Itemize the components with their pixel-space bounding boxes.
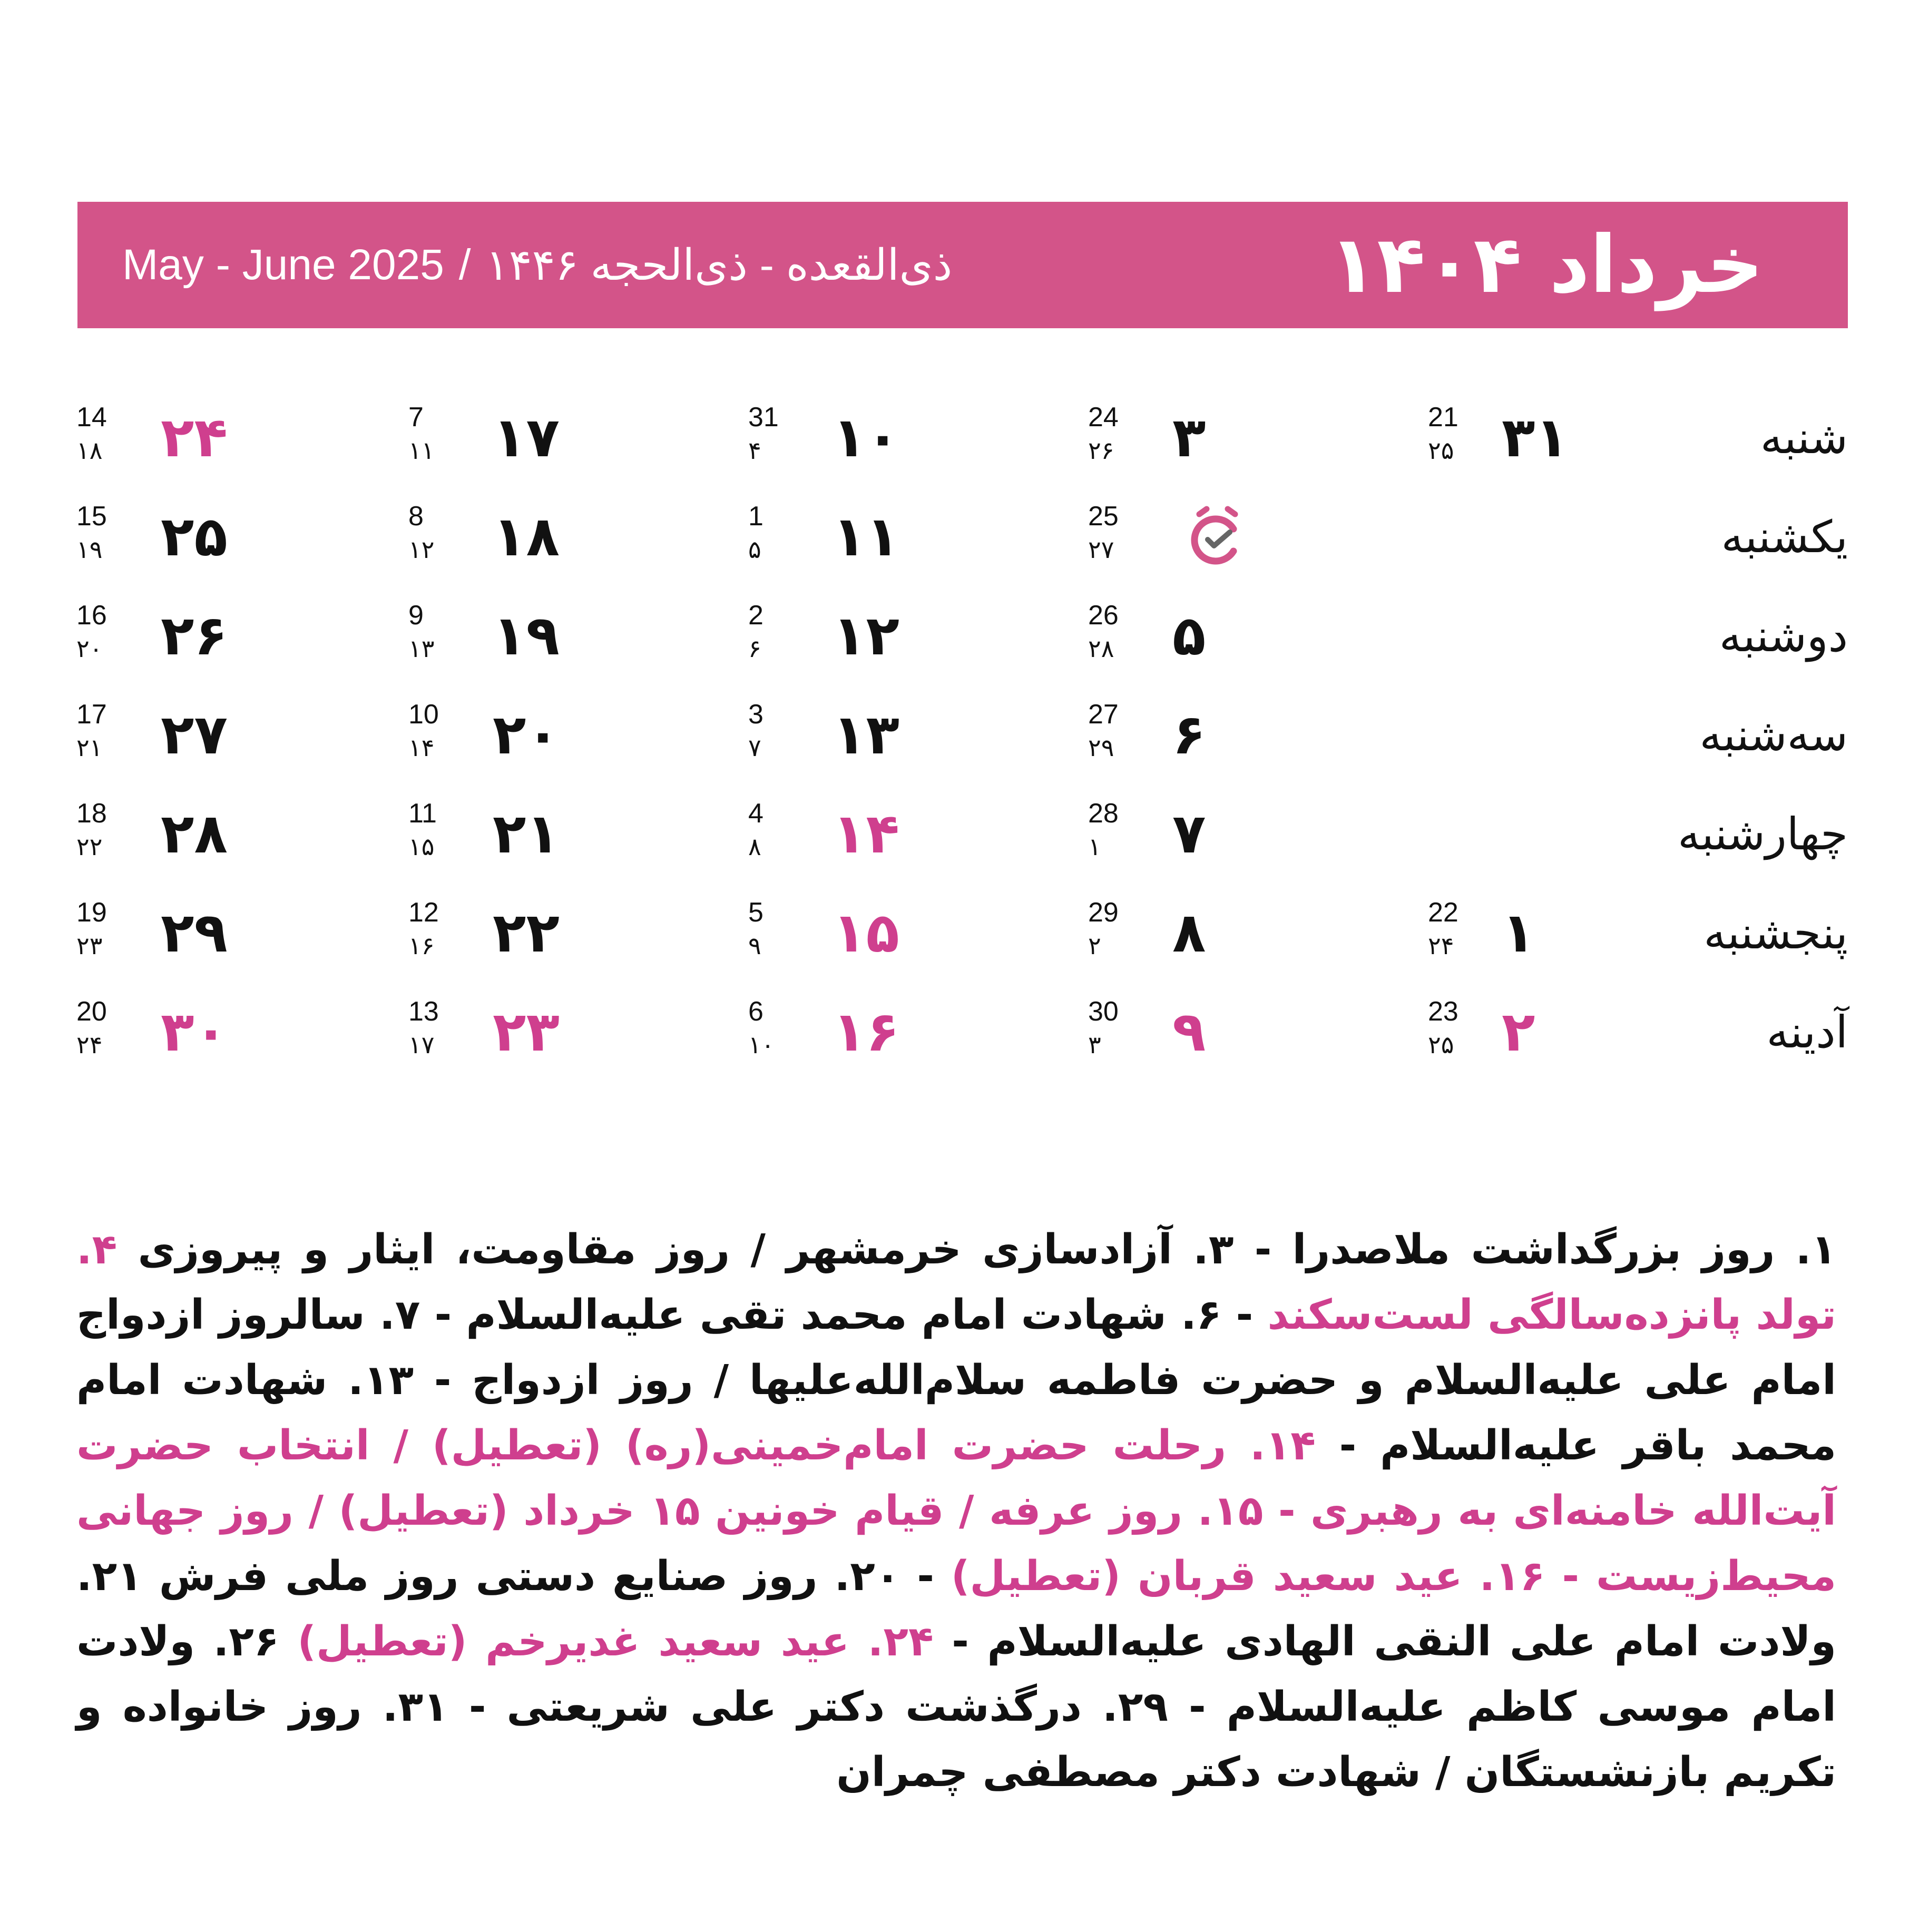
gregorian-day-number: 21 <box>1428 402 1458 433</box>
day-cell[interactable] <box>748 699 1064 798</box>
jalali-day-number: ۱۸ <box>493 504 560 568</box>
gregorian-day-number: 5 <box>748 897 763 928</box>
gregorian-day-number: 12 <box>408 897 439 928</box>
weekday-monday: دوشنبه <box>1719 610 1848 662</box>
day-cell[interactable] <box>1088 798 1404 897</box>
hijri-day-number: ۱۰ <box>748 1031 775 1059</box>
day-cell[interactable] <box>748 600 1064 699</box>
hijri-day-number: ۲۲ <box>76 832 103 861</box>
gregorian-day-number: 31 <box>748 402 779 433</box>
gregorian-day-number: 19 <box>76 897 107 928</box>
gregorian-day-number: 29 <box>1088 897 1119 928</box>
day-cell[interactable] <box>748 897 1064 996</box>
hijri-day-number: ۲۶ <box>1088 436 1114 465</box>
jalali-day-number: ۱۰ <box>833 405 899 469</box>
weekday-wednesday: چهارشنبه <box>1678 808 1848 860</box>
day-cell[interactable] <box>1088 996 1404 1095</box>
hijri-day-number: ۴ <box>748 436 761 465</box>
holiday-event-text: ۴. تولد پانزده‌سالگی لست‌سکند <box>76 1226 1837 1339</box>
day-cell[interactable] <box>748 402 1064 501</box>
jalali-day-number: ۱۶ <box>833 999 899 1064</box>
jalali-day-number: ۷ <box>1172 801 1206 866</box>
weekday-saturday: شنبه <box>1760 412 1848 464</box>
weekday-friday: آدینه <box>1766 1006 1848 1058</box>
day-cell[interactable] <box>408 600 724 699</box>
jalali-day-number: ۳۰ <box>161 999 228 1064</box>
hijri-day-number: ۸ <box>748 832 761 861</box>
event-text: - ۲۰. روز صنایع دستی روز ملی فرش ۲۱. ولادت امام علی النقی الهادی علیه‌السلام - <box>76 1553 1837 1665</box>
alarm-clock-check-icon <box>1180 499 1254 573</box>
hijri-day-number: ۲۸ <box>1088 634 1114 663</box>
jalali-day-number: ۲۸ <box>161 801 228 866</box>
day-cell[interactable] <box>76 600 393 699</box>
month-title: خرداد ۱۴۰۴ <box>1328 219 1764 311</box>
hijri-day-number: ۲۷ <box>1088 535 1114 564</box>
events-list <box>76 1217 1836 1805</box>
month-subtitle <box>122 228 952 302</box>
event-text: ۱. روز بزرگداشت ملاصدرا - ۳. آزادسازی خرمشهر / روز مقاومت، ایثار و پیروزی <box>117 1226 1836 1273</box>
day-cell[interactable] <box>1088 501 1404 600</box>
day-cell[interactable] <box>408 699 724 798</box>
gregorian-day-number: 18 <box>76 798 107 829</box>
day-cell[interactable] <box>76 501 393 600</box>
event-text: - ۶. شهادت امام محمد تقی علیه‌السلام - ۷. سالروز ازدواج امام علی علیه‌السلام و حضرت فاطمه سلام‌الله‌علیها / روز ازدواج - ۱۳. شهادت امام محمد باقر علیه‌السلام - <box>76 1291 1837 1469</box>
gregorian-day-number: 27 <box>1088 699 1119 730</box>
day-cell[interactable] <box>1088 897 1404 996</box>
gregorian-day-number: 1 <box>748 501 763 532</box>
hijri-day-number: ۵ <box>748 535 761 564</box>
day-cell[interactable] <box>1088 699 1404 798</box>
gregorian-day-number: 28 <box>1088 798 1119 829</box>
weekday-thursday: پنجشنبه <box>1703 907 1848 959</box>
month-header-banner <box>77 202 1848 328</box>
hijri-day-number: ۷ <box>748 733 761 762</box>
jalali-day-number: ۱۴ <box>833 801 899 866</box>
jalali-day-number: ۲۵ <box>161 504 228 568</box>
hijri-day-number: ۲۴ <box>1428 931 1454 960</box>
gregorian-day-number: 20 <box>76 996 107 1027</box>
gregorian-day-number: 6 <box>748 996 763 1027</box>
day-cell[interactable] <box>76 699 393 798</box>
day-cell[interactable] <box>1428 996 1744 1095</box>
day-cell[interactable] <box>408 897 724 996</box>
day-cell[interactable] <box>76 996 393 1095</box>
gregorian-day-number: 13 <box>408 996 439 1027</box>
weekday-tuesday: سه‌شنبه <box>1699 709 1848 761</box>
gregorian-day-number: 30 <box>1088 996 1119 1027</box>
day-cell[interactable] <box>76 897 393 996</box>
hijri-day-number: ۶ <box>748 634 761 663</box>
jalali-day-number: ۱۳ <box>833 702 899 767</box>
hijri-day-number: ۱۱ <box>408 436 435 465</box>
hijri-day-number: ۹ <box>748 931 761 960</box>
gregorian-day-number: 24 <box>1088 402 1119 433</box>
jalali-day-number: ۹ <box>1172 999 1206 1064</box>
day-cell[interactable] <box>748 501 1064 600</box>
hijri-day-number: ۲۴ <box>76 1031 103 1059</box>
hijri-day-number: ۱۹ <box>76 535 103 564</box>
hijri-day-number: ۳ <box>1088 1031 1101 1059</box>
subtitle-separator: / <box>458 241 471 289</box>
gregorian-day-number: 7 <box>408 402 424 433</box>
gregorian-months-label: May - June 2025 <box>122 241 444 289</box>
day-cell[interactable] <box>408 798 724 897</box>
day-cell[interactable] <box>748 798 1064 897</box>
jalali-day-number: ۲۴ <box>161 405 228 469</box>
holiday-event-text: ۱۴. رحلت حضرت امام‌خمینی(ره) (تعطیل) / انتخاب حضرت آیت‌الله خامنه‌ای به رهبری - ۱۵. روز عرفه / قیام خونین ۱۵ خرداد (تعطیل) / روز جهانی محیط‌زیست - ۱۶. عید سعید قربان (تعطیل) <box>76 1422 1837 1600</box>
hijri-day-number: ۱۵ <box>408 832 435 861</box>
hijri-months-label: ذی‌القعده - ذی‌الحجه ۱۴۴۶ <box>485 241 953 289</box>
hijri-day-number: ۲۹ <box>1088 733 1114 762</box>
gregorian-day-number: 4 <box>748 798 763 829</box>
hijri-day-number: ۲۵ <box>1428 436 1454 465</box>
gregorian-day-number: 25 <box>1088 501 1119 532</box>
day-cell[interactable] <box>748 996 1064 1095</box>
jalali-day-number: ۲۲ <box>493 900 560 965</box>
hijri-day-number: ۱۸ <box>76 436 103 465</box>
day-cell[interactable] <box>1088 402 1404 501</box>
gregorian-day-number: 16 <box>76 600 107 631</box>
jalali-day-number: ۲ <box>1502 999 1535 1064</box>
gregorian-day-number: 17 <box>76 699 107 730</box>
jalali-day-number: ۱۲ <box>833 603 899 668</box>
day-cell[interactable] <box>1428 897 1744 996</box>
gregorian-day-number: 15 <box>76 501 107 532</box>
day-cell[interactable] <box>1428 402 1744 501</box>
hijri-day-number: ۱۲ <box>408 535 435 564</box>
hijri-day-number: ۱۳ <box>408 634 435 663</box>
day-cell[interactable] <box>76 798 393 897</box>
gregorian-day-number: 26 <box>1088 600 1119 631</box>
day-cell[interactable] <box>76 402 393 501</box>
gregorian-day-number: 10 <box>408 699 439 730</box>
day-cell[interactable] <box>408 996 724 1095</box>
jalali-day-number: ۱۱ <box>833 504 899 568</box>
weekday-sunday: یکشنبه <box>1721 511 1848 563</box>
hijri-day-number: ۱۴ <box>408 733 435 762</box>
jalali-day-number: ۲۹ <box>161 900 228 965</box>
jalali-day-number: ۲۰ <box>493 702 560 767</box>
jalali-day-number: ۱۵ <box>833 900 899 965</box>
jalali-day-number: ۶ <box>1172 702 1206 767</box>
jalali-day-number: ۱۹ <box>493 603 560 668</box>
jalali-day-number: ۱ <box>1502 900 1535 965</box>
jalali-day-number: ۲۶ <box>161 603 228 668</box>
hijri-day-number: ۲۳ <box>76 931 103 960</box>
day-cell[interactable] <box>408 402 724 501</box>
gregorian-day-number: 23 <box>1428 996 1458 1027</box>
jalali-day-number: ۱۷ <box>493 405 560 469</box>
gregorian-day-number: 22 <box>1428 897 1458 928</box>
hijri-day-number: ۲ <box>1088 931 1101 960</box>
jalali-day-number: ۲۱ <box>493 801 560 866</box>
day-cell[interactable] <box>408 501 724 600</box>
day-cell[interactable] <box>1088 600 1404 699</box>
gregorian-day-number: 14 <box>76 402 107 433</box>
gregorian-day-number: 8 <box>408 501 424 532</box>
gregorian-day-number: 11 <box>408 798 437 829</box>
gregorian-day-number: 3 <box>748 699 763 730</box>
jalali-day-number: ۳۱ <box>1502 405 1569 469</box>
gregorian-day-number: 9 <box>408 600 424 631</box>
hijri-day-number: ۱ <box>1088 832 1101 861</box>
hijri-day-number: ۲۰ <box>76 634 103 663</box>
hijri-day-number: ۱۷ <box>408 1031 435 1059</box>
gregorian-day-number: 2 <box>748 600 763 631</box>
jalali-day-number: ۲۳ <box>493 999 560 1064</box>
hijri-day-number: ۲۱ <box>76 733 103 762</box>
jalali-day-number: ۳ <box>1172 405 1206 469</box>
hijri-day-number: ۱۶ <box>408 931 435 960</box>
holiday-event-text: ۲۴. عید سعید غدیرخم (تعطیل) <box>297 1618 934 1665</box>
jalali-day-number: ۲۷ <box>161 702 228 767</box>
jalali-day-number: ۸ <box>1172 900 1206 965</box>
hijri-day-number: ۲۵ <box>1428 1031 1454 1059</box>
jalali-day-number: ۵ <box>1172 603 1206 668</box>
event-text: ۲۶. ولادت امام موسی کاظم علیه‌السلام - ۲۹. درگذشت دکتر علی شریعتی - ۳۱. روز خانواده و تکریم بازنشستگان / شهادت دکتر مصطفی چمران <box>76 1618 1837 1796</box>
